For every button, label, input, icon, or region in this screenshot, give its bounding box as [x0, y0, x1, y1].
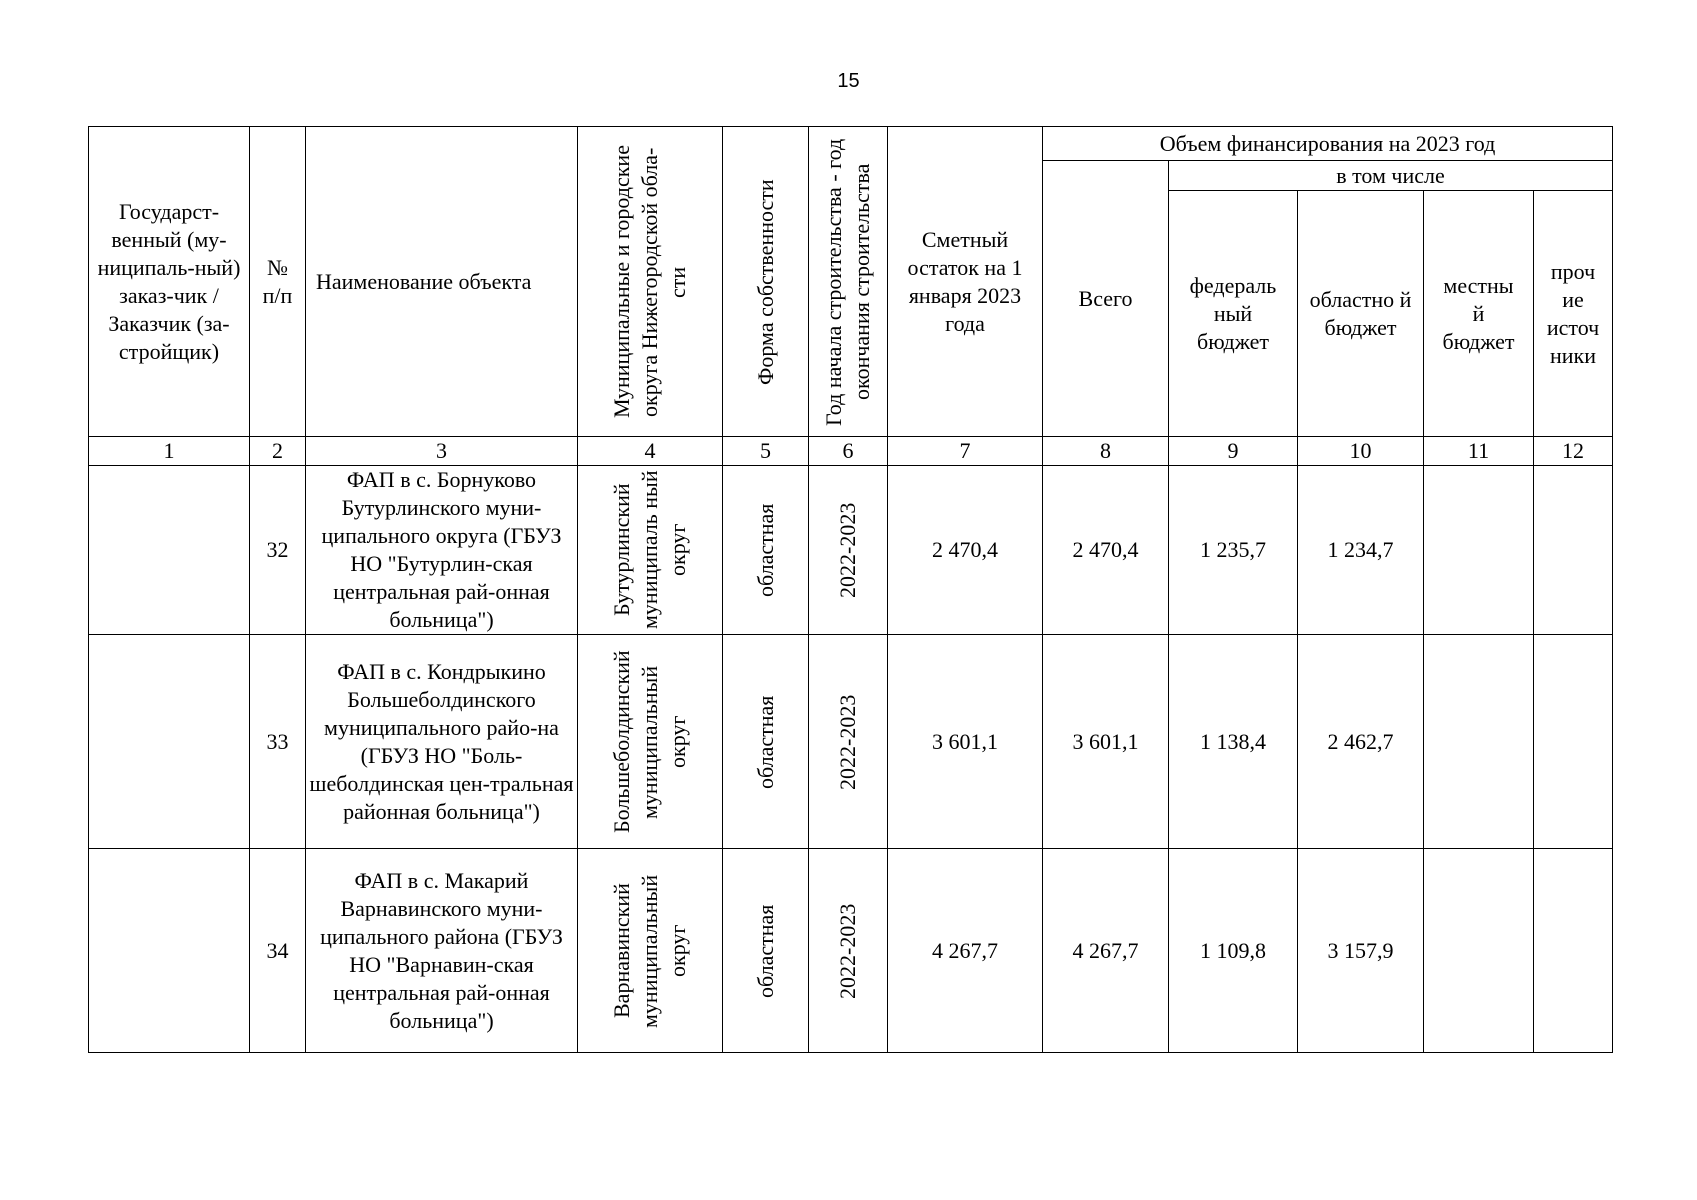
cell-object-name: ФАП в с. Макарий Варнавинского муни-ципального района (ГБУЗ НО "Варнавин-ская центральная рай-онная больница") — [306, 849, 578, 1053]
cell-balance: 2 470,4 — [888, 466, 1043, 635]
cell-years: 2022-2023 — [809, 466, 888, 635]
column-number: 12 — [1534, 437, 1613, 466]
cell-customer — [89, 466, 250, 635]
column-number: 2 — [250, 437, 306, 466]
cell-local — [1424, 849, 1534, 1053]
column-number: 5 — [723, 437, 809, 466]
column-number: 10 — [1298, 437, 1424, 466]
cell-total: 4 267,7 — [1043, 849, 1169, 1053]
cell-number: 32 — [250, 466, 306, 635]
cell-regional: 2 462,7 — [1298, 635, 1424, 849]
header-local: местны й бюджет — [1424, 191, 1534, 437]
cell-local — [1424, 466, 1534, 635]
header-other: проч ие источ ники — [1534, 191, 1613, 437]
cell-customer — [89, 849, 250, 1053]
page-number: 15 — [837, 70, 860, 92]
cell-object-name: ФАП в с. Кондрыкино Большеболдинского муниципального райо-на (ГБУЗ НО "Боль-шеболдинская цен-тральная районная больница") — [306, 635, 578, 849]
cell-district: Бутурлинский муниципаль ный округ — [578, 466, 723, 635]
table-row — [89, 466, 1613, 635]
header-total: Всего — [1043, 161, 1169, 437]
header-district: Муниципальные и городские округа Нижегородской обла-сти — [578, 127, 723, 437]
cell-balance: 4 267,7 — [888, 849, 1043, 1053]
column-number-row — [89, 437, 1613, 466]
column-number: 6 — [809, 437, 888, 466]
header-number: № п/п — [250, 127, 306, 437]
header-regional: областно й бюджет — [1298, 191, 1424, 437]
header-customer: Государст-венный (му-ниципаль-ный) заказ-чик / Заказчик (за-стройщик) — [89, 127, 250, 437]
cell-other — [1534, 849, 1613, 1053]
column-number: 11 — [1424, 437, 1534, 466]
header-ownership: Форма собственности — [723, 127, 809, 437]
column-number: 3 — [306, 437, 578, 466]
table-row — [89, 849, 1613, 1053]
cell-federal: 1 138,4 — [1169, 635, 1298, 849]
cell-federal: 1 109,8 — [1169, 849, 1298, 1053]
cell-other — [1534, 466, 1613, 635]
cell-number: 33 — [250, 635, 306, 849]
cell-regional: 3 157,9 — [1298, 849, 1424, 1053]
cell-ownership: областная — [723, 635, 809, 849]
cell-number: 34 — [250, 849, 306, 1053]
header-federal: федераль ный бюджет — [1169, 191, 1298, 437]
cell-district: Варнавинский муниципальный округ — [578, 849, 723, 1053]
column-number: 4 — [578, 437, 723, 466]
header-financing: Объем финансирования на 2023 год — [1043, 127, 1613, 161]
cell-ownership: областная — [723, 466, 809, 635]
header-including: в том числе — [1169, 161, 1613, 191]
cell-balance: 3 601,1 — [888, 635, 1043, 849]
header-balance: Сметный остаток на 1 января 2023 года — [888, 127, 1043, 437]
header-years: Год начала строительства - год окончания строительства — [809, 127, 888, 437]
cell-local — [1424, 635, 1534, 849]
cell-years: 2022-2023 — [809, 849, 888, 1053]
column-number: 8 — [1043, 437, 1169, 466]
cell-ownership: областная — [723, 849, 809, 1053]
column-number: 9 — [1169, 437, 1298, 466]
financing-table — [88, 126, 1613, 1053]
header-object-name: Наименование объекта — [306, 127, 578, 437]
cell-other — [1534, 635, 1613, 849]
column-number: 1 — [89, 437, 250, 466]
cell-regional: 1 234,7 — [1298, 466, 1424, 635]
column-number: 7 — [888, 437, 1043, 466]
cell-district: Большеболдинский муниципальный округ — [578, 635, 723, 849]
cell-federal: 1 235,7 — [1169, 466, 1298, 635]
cell-object-name: ФАП в с. Борнуково Бутурлинского муни-ципального округа (ГБУЗ НО "Бутурлин-ская центральная рай-онная больница") — [306, 466, 578, 635]
cell-total: 2 470,4 — [1043, 466, 1169, 635]
cell-customer — [89, 635, 250, 849]
cell-years: 2022-2023 — [809, 635, 888, 849]
table-row — [89, 635, 1613, 849]
cell-total: 3 601,1 — [1043, 635, 1169, 849]
